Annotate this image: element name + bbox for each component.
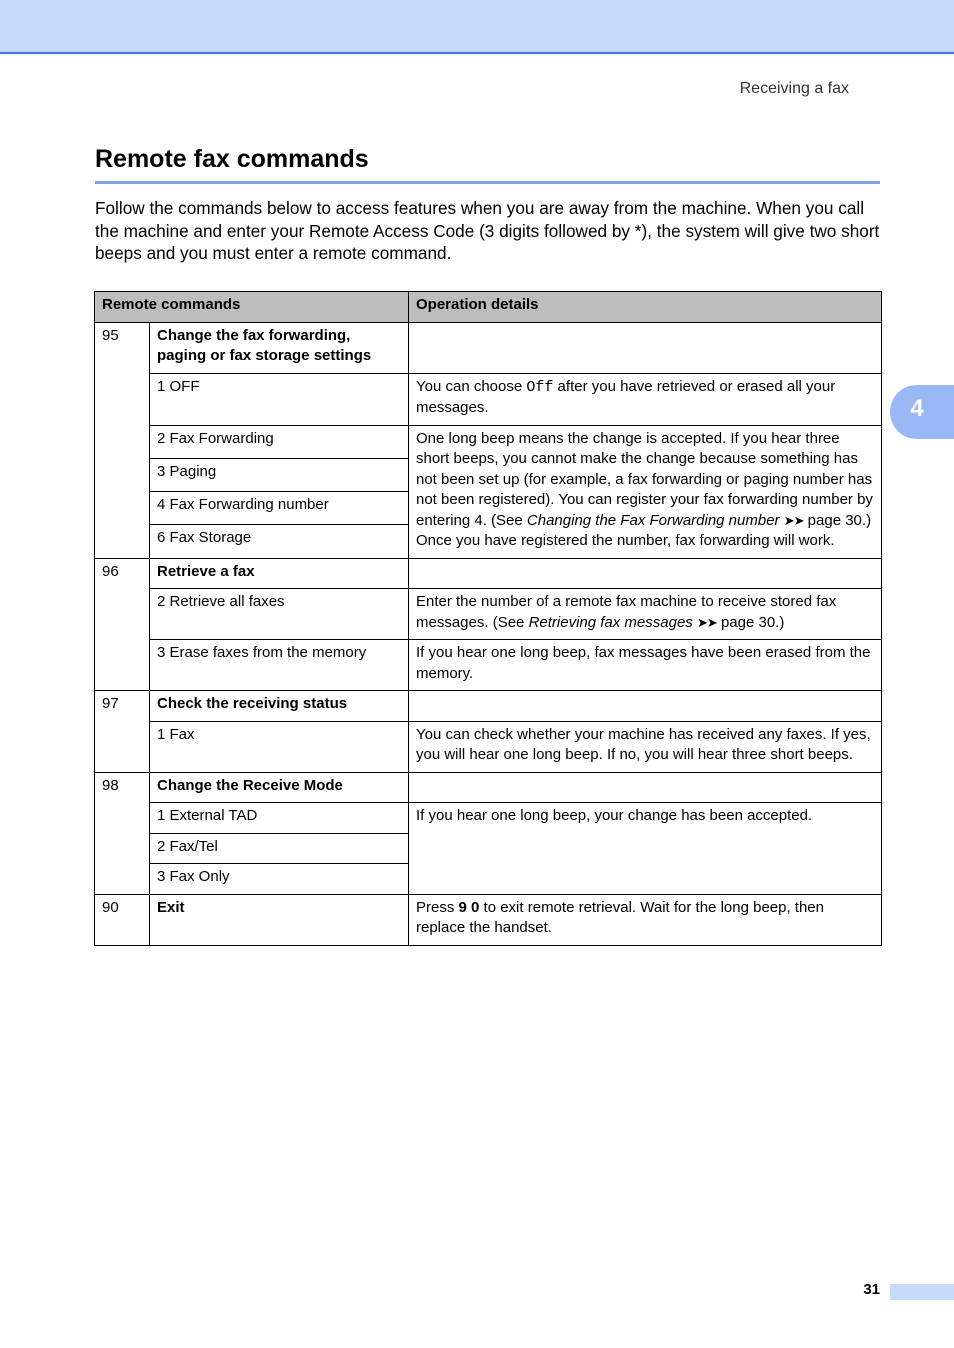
table-row <box>95 772 882 803</box>
header-operation-details: Operation details <box>409 292 882 323</box>
command-code: 90 <box>95 894 150 945</box>
command-code: 97 <box>95 691 150 773</box>
command-option: 2 Fax/Tel <box>150 833 409 864</box>
table-row <box>95 558 882 589</box>
table-row <box>95 803 882 834</box>
table-row <box>95 721 882 772</box>
double-arrow-icon: ➤➤ <box>696 614 717 630</box>
double-arrow-icon: ➤➤ <box>783 512 804 528</box>
detail-text: Enter the number of a remote fax machine to receive stored fax messages. (See <box>416 593 837 631</box>
section-title: Remote fax commands <box>95 145 369 173</box>
detail-cell <box>409 322 882 373</box>
table-row <box>95 894 882 945</box>
command-option: 2 Retrieve all faxes <box>150 589 409 640</box>
command-option: 3 Paging <box>150 458 409 491</box>
detail-cell <box>409 558 882 589</box>
table-row <box>95 425 882 458</box>
command-option: 3 Erase faxes from the memory <box>150 640 409 691</box>
header-remote-commands: Remote commands <box>95 292 409 323</box>
intro-text-2: ), the system will give two short beeps and you must enter a remote command. <box>95 220 880 263</box>
detail-cell: If you hear one long beep, your change has been accepted. <box>409 803 882 895</box>
command-code: 96 <box>95 558 150 691</box>
detail-text: Press <box>416 898 459 916</box>
cross-reference: Changing the Fax Forwarding number <box>526 511 780 529</box>
off-setting-code: Off <box>526 378 554 396</box>
command-option: 4 Fax Forwarding number <box>150 492 409 525</box>
detail-cell <box>409 373 882 425</box>
detail-text: page 30.) Once you have registered the number, fax forwarding will work. <box>416 511 872 549</box>
cross-reference: Retrieving fax messages <box>528 613 693 631</box>
command-option: 1 OFF <box>150 373 409 425</box>
asterisk-symbol: * <box>634 220 642 241</box>
page-number: 31 <box>863 1281 880 1298</box>
command-option: 2 Fax Forwarding <box>150 425 409 458</box>
table-row <box>95 589 882 640</box>
command-option: 1 External TAD <box>150 803 409 834</box>
detail-text: You can choose <box>416 377 527 395</box>
table-row <box>95 373 882 425</box>
detail-cell <box>409 894 882 945</box>
exit-keys: 9 0 <box>458 898 480 916</box>
command-title: Check the receiving status <box>150 691 409 722</box>
command-title: Retrieve a fax <box>150 558 409 589</box>
running-head: Receiving a fax <box>739 80 849 97</box>
detail-cell <box>409 772 882 803</box>
command-option: 3 Fax Only <box>150 864 409 895</box>
page-number-bar <box>890 1284 954 1300</box>
command-option: 6 Fax Storage <box>150 525 409 558</box>
detail-text: page 30.) <box>716 613 785 631</box>
table-row <box>95 691 882 722</box>
detail-text: after you have retrieved or erased all your messages. <box>416 377 836 416</box>
detail-cell <box>409 589 882 640</box>
command-title: Change the Receive Mode <box>150 772 409 803</box>
top-color-band <box>0 0 954 54</box>
detail-cell <box>409 425 882 558</box>
intro-paragraph <box>95 197 885 265</box>
detail-text: to exit remote retrieval. Wait for the long beep, then replace the handset. <box>416 898 824 936</box>
command-code: 98 <box>95 772 150 894</box>
command-code: 95 <box>95 322 150 558</box>
command-title: Exit <box>150 894 409 945</box>
command-title: Change the fax forwarding, paging or fax storage settings <box>150 322 409 373</box>
intro-text-1: Follow the commands below to access features when you are away from the machine. When you call the machine and enter your Remote Access Code (3 digits followed by <box>95 198 865 241</box>
table-row <box>95 640 882 691</box>
remote-commands-table <box>94 291 882 946</box>
detail-text: One long beep means the change is accepted. If you hear three short beeps, you cannot make the change because something has not been set up (for example, a fax forwarding or paging number has not been registered). You can register your fax forwarding number by entering 4. (See <box>416 429 873 529</box>
table-row <box>95 322 882 373</box>
detail-cell: If you hear one long beep, fax messages have been erased from the memory. <box>409 640 882 691</box>
command-option: 1 Fax <box>150 721 409 772</box>
table-header-row <box>95 292 882 323</box>
title-underline <box>95 181 880 184</box>
chapter-tab <box>890 385 954 439</box>
detail-cell: You can check whether your machine has received any faxes. If yes, you will hear one long beep. If no, you will hear three short beeps. <box>409 721 882 772</box>
chapter-number: 4 <box>910 395 924 422</box>
detail-cell <box>409 691 882 722</box>
